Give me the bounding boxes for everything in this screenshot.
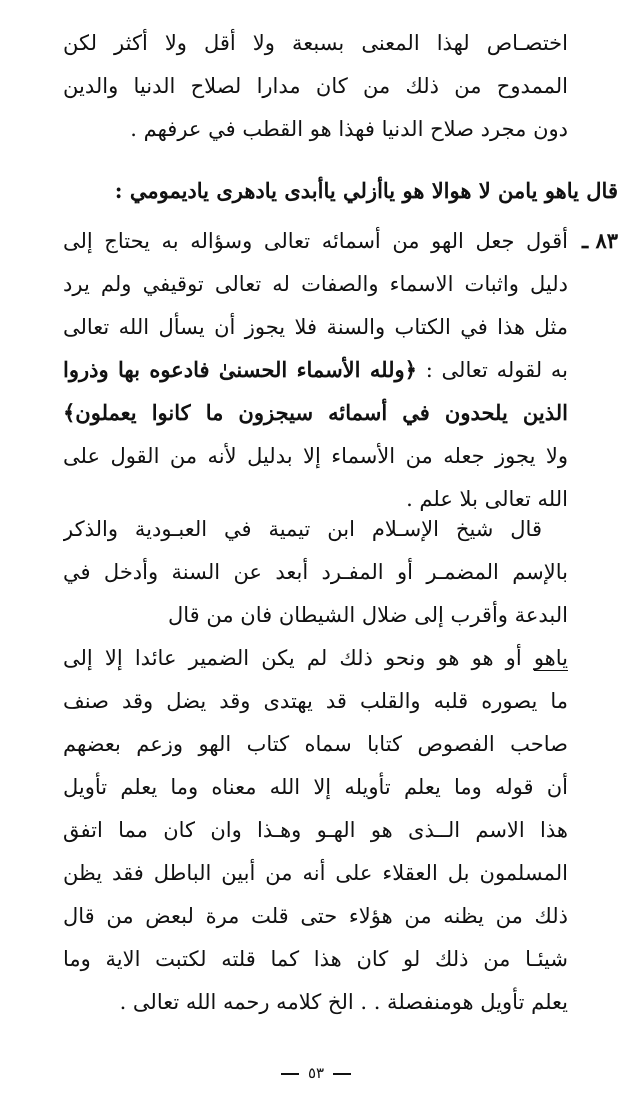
- text-line: البدعة وأقرب إلى ضلال الشيطان فان من قال: [168, 603, 568, 627]
- quote-intro: به لقوله تعالى :: [425, 358, 568, 382]
- footer-dash-right: [333, 1073, 351, 1075]
- text-line: شيئـا من ذلك لو كان هذا كما قلته لكتبت الاية وما: [63, 947, 568, 971]
- section-heading: قال ياهو يامن لا هوالا هو ياأزلي ياأبدى يادهرى ياديمومي :: [114, 178, 618, 203]
- text-line: يعلم تأويل هومنفصلة . . الخ كلامه رحمه الله تعالى .: [119, 990, 568, 1014]
- text-line: ما يصوره قلبه والقلب قد يهتدى وقد يضل وقد صنف: [63, 689, 568, 713]
- text-line: ولا يجوز جعله من الأسماء إلا بدليل لأنه من القول على: [63, 444, 568, 468]
- text-line: اختصـاص لهذا المعنى بسبعة ولا أقل ولا أكثر لكن: [63, 31, 568, 55]
- text-line: قال شيخ الإسـلام ابن تيمية في العبـودية والذكر: [63, 517, 542, 541]
- line-rest: أو هو هو ونحو ذلك لم يكن الضمير عائدا إلا إلى: [63, 646, 522, 670]
- text-line-with-underline: [63, 637, 568, 679]
- quran-quote-line: الذين يلحدون في أسمائه سيجزون ما كانوا يعملون﴾: [63, 400, 568, 425]
- text-line: بالإسم المضمـر أو المفـرد أبعد عن السنة وأدخل في: [63, 560, 568, 584]
- item-number: ٨٣ ـ: [581, 228, 618, 253]
- text-line: مثل هذا في الكتاب والسنة فلا يجوز أن يسأل الله تعالى: [63, 315, 568, 339]
- footer-dash-left: [281, 1073, 299, 1075]
- text-line: الله تعالى بلا علم .: [406, 487, 568, 511]
- text-line-with-quote: [63, 349, 568, 391]
- text-line: أقول جعل الهو من أسمائه تعالى وسؤاله به يحتاج إلى: [63, 229, 568, 253]
- page-number: ٥٣: [307, 1064, 325, 1082]
- text-line: صاحب الفصوص كتابا سماه كتاب الهو وزعم بعضهم: [63, 732, 568, 756]
- text-line: الممدوح من ذلك من كان مدارا لصلاح الدنيا والدين: [63, 74, 568, 98]
- text-line: دليل واثبات الاسماء والصفات له تعالى توقيفي ولم يرد: [63, 272, 568, 296]
- text-line: المسلمون بل العقلاء على أنه من أبين الباطل فقد يظن: [63, 861, 568, 885]
- text-line: هذا الاسم الــذى هو الهـو وهـذا وان كان مما اتفق: [63, 818, 568, 842]
- underlined-word: ياهو: [533, 646, 568, 670]
- page-footer: [0, 1058, 632, 1088]
- text-line: أن قوله وما يعلم تأويله إلا الله معناه وما يعلم تأويل: [63, 775, 568, 799]
- quran-quote: ﴿ولله الأسماء الحسنىٰ فادعوه بها وذروا: [63, 357, 417, 382]
- text-line: دون مجرد صلاح الدنيا فهذا هو القطب في عرفهم .: [130, 117, 568, 141]
- text-line: ذلك من يظنه من هؤلاء حتى قلت مرة لبعض من قال: [63, 904, 568, 928]
